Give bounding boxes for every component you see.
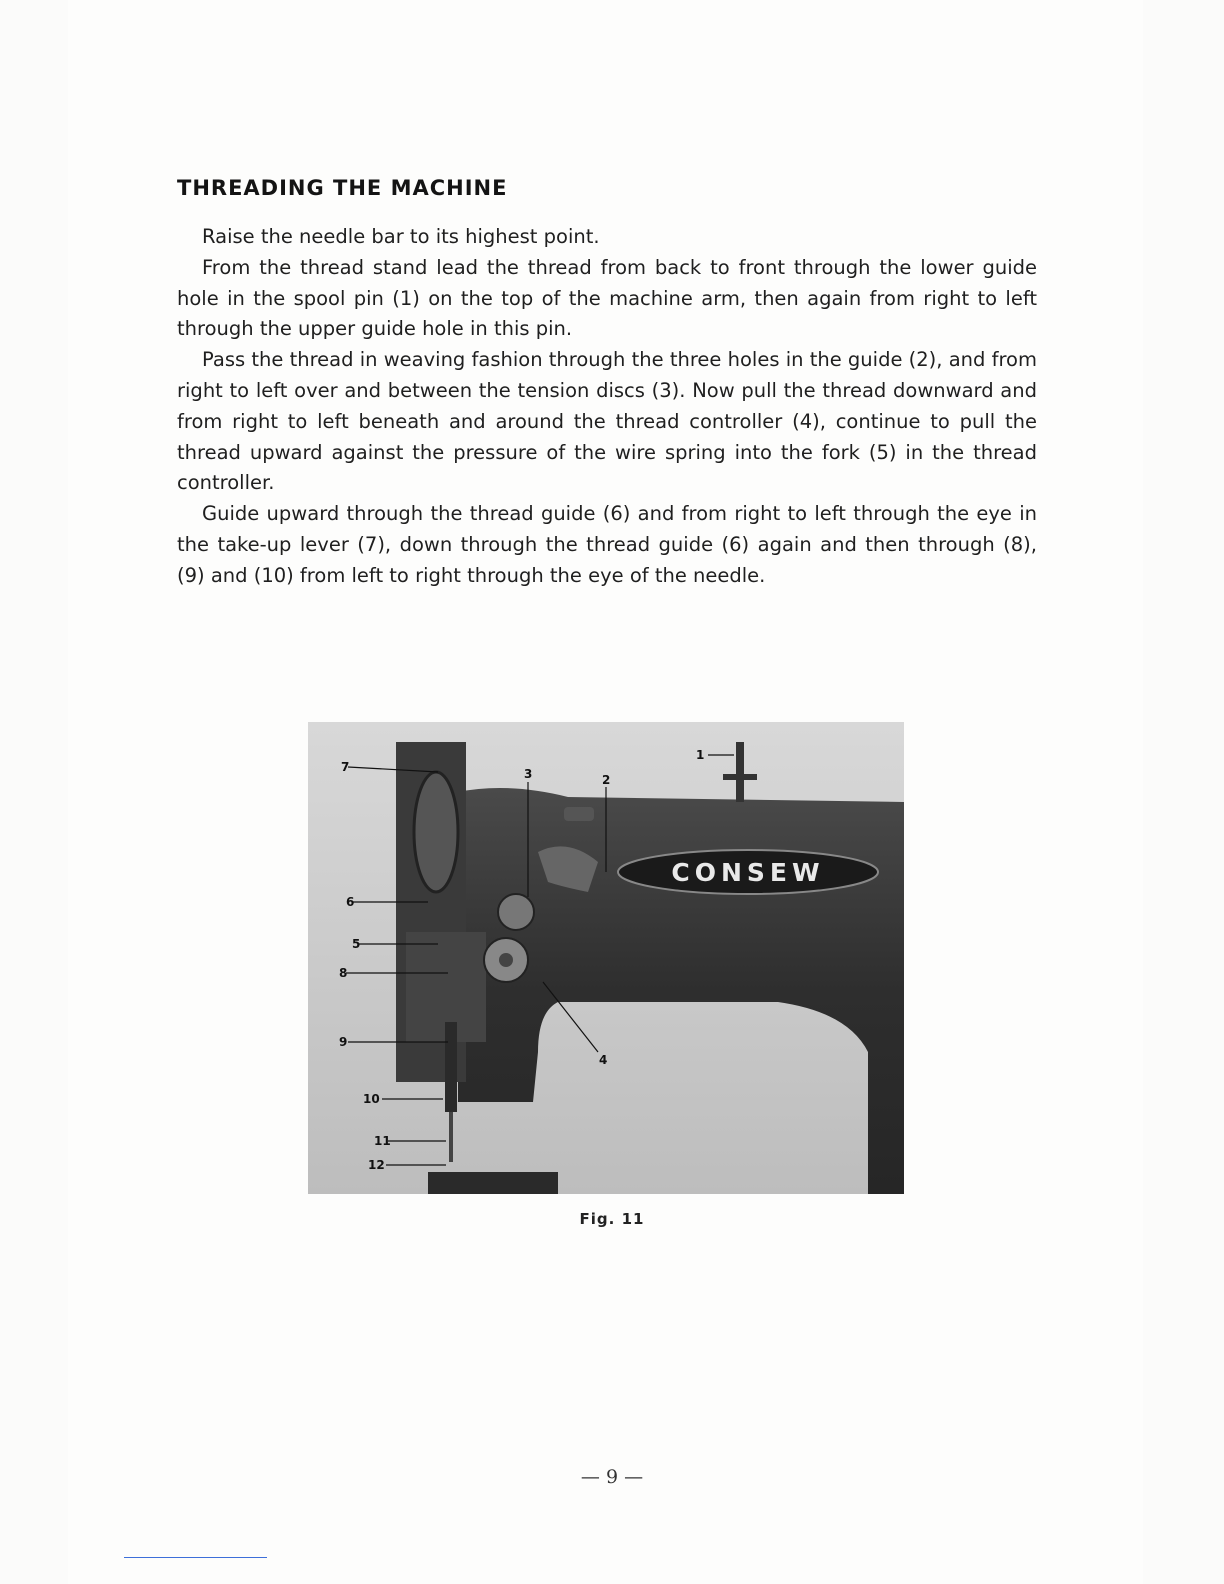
page-number: — 9 — bbox=[580, 1466, 644, 1488]
tension-disc bbox=[498, 894, 534, 930]
callout-4: 4 bbox=[599, 1053, 608, 1067]
paragraph: Pass the thread in weaving fashion through the three holes in the guide (2), and from right to left over and between the tension discs (3). Now pull the thread downward and from right to left beneath and around the thread controller (4), continue to pull the thread upward against the pressure of the wire spring into the fork (5) in the thread controller. bbox=[177, 348, 1037, 495]
callout-3: 3 bbox=[524, 767, 533, 781]
needle-bar bbox=[445, 1022, 457, 1112]
machine-illustration bbox=[308, 722, 904, 1194]
paragraph: Raise the needle bar to its highest point. bbox=[202, 225, 600, 248]
sewing-machine-photo bbox=[308, 722, 904, 1194]
figure-caption: Fig. 11 bbox=[579, 1210, 645, 1228]
take-up-cover bbox=[414, 772, 458, 892]
spool-pin-base bbox=[723, 774, 757, 780]
paragraph: From the thread stand lead the thread from back to front through the lower guide hole in the spool pin (1) on the top of the machine arm, then again from right to left through the upper guide hole in this pin. bbox=[177, 255, 1037, 341]
callout-9: 9 bbox=[339, 1035, 348, 1049]
instructions-text bbox=[177, 222, 1037, 592]
callout-11: 11 bbox=[374, 1134, 391, 1148]
machine-bed bbox=[428, 1172, 558, 1194]
paragraph: Guide upward through the thread guide (6) and from right to left through the eye in the take-up lever (7), down through the thread guide (6) again and then through (8), (9) and (10) from left to right through the eye of the needle. bbox=[177, 502, 1037, 587]
callout-10: 10 bbox=[363, 1092, 380, 1106]
footer-rule bbox=[124, 1557, 267, 1558]
spool-pin bbox=[736, 742, 744, 802]
callout-1: 1 bbox=[696, 748, 705, 762]
callout-12: 12 bbox=[368, 1158, 385, 1172]
callout-7: 7 bbox=[341, 760, 350, 774]
callout-5: 5 bbox=[352, 937, 361, 951]
controller-hub bbox=[499, 953, 513, 967]
callout-2: 2 bbox=[602, 773, 611, 787]
callout-6: 6 bbox=[346, 895, 355, 909]
page-title: THREADING THE MACHINE bbox=[177, 176, 508, 200]
oil-cap bbox=[564, 807, 594, 821]
callout-8: 8 bbox=[339, 966, 348, 980]
needle bbox=[449, 1112, 453, 1162]
brand-logo: CONSEW bbox=[671, 858, 825, 887]
